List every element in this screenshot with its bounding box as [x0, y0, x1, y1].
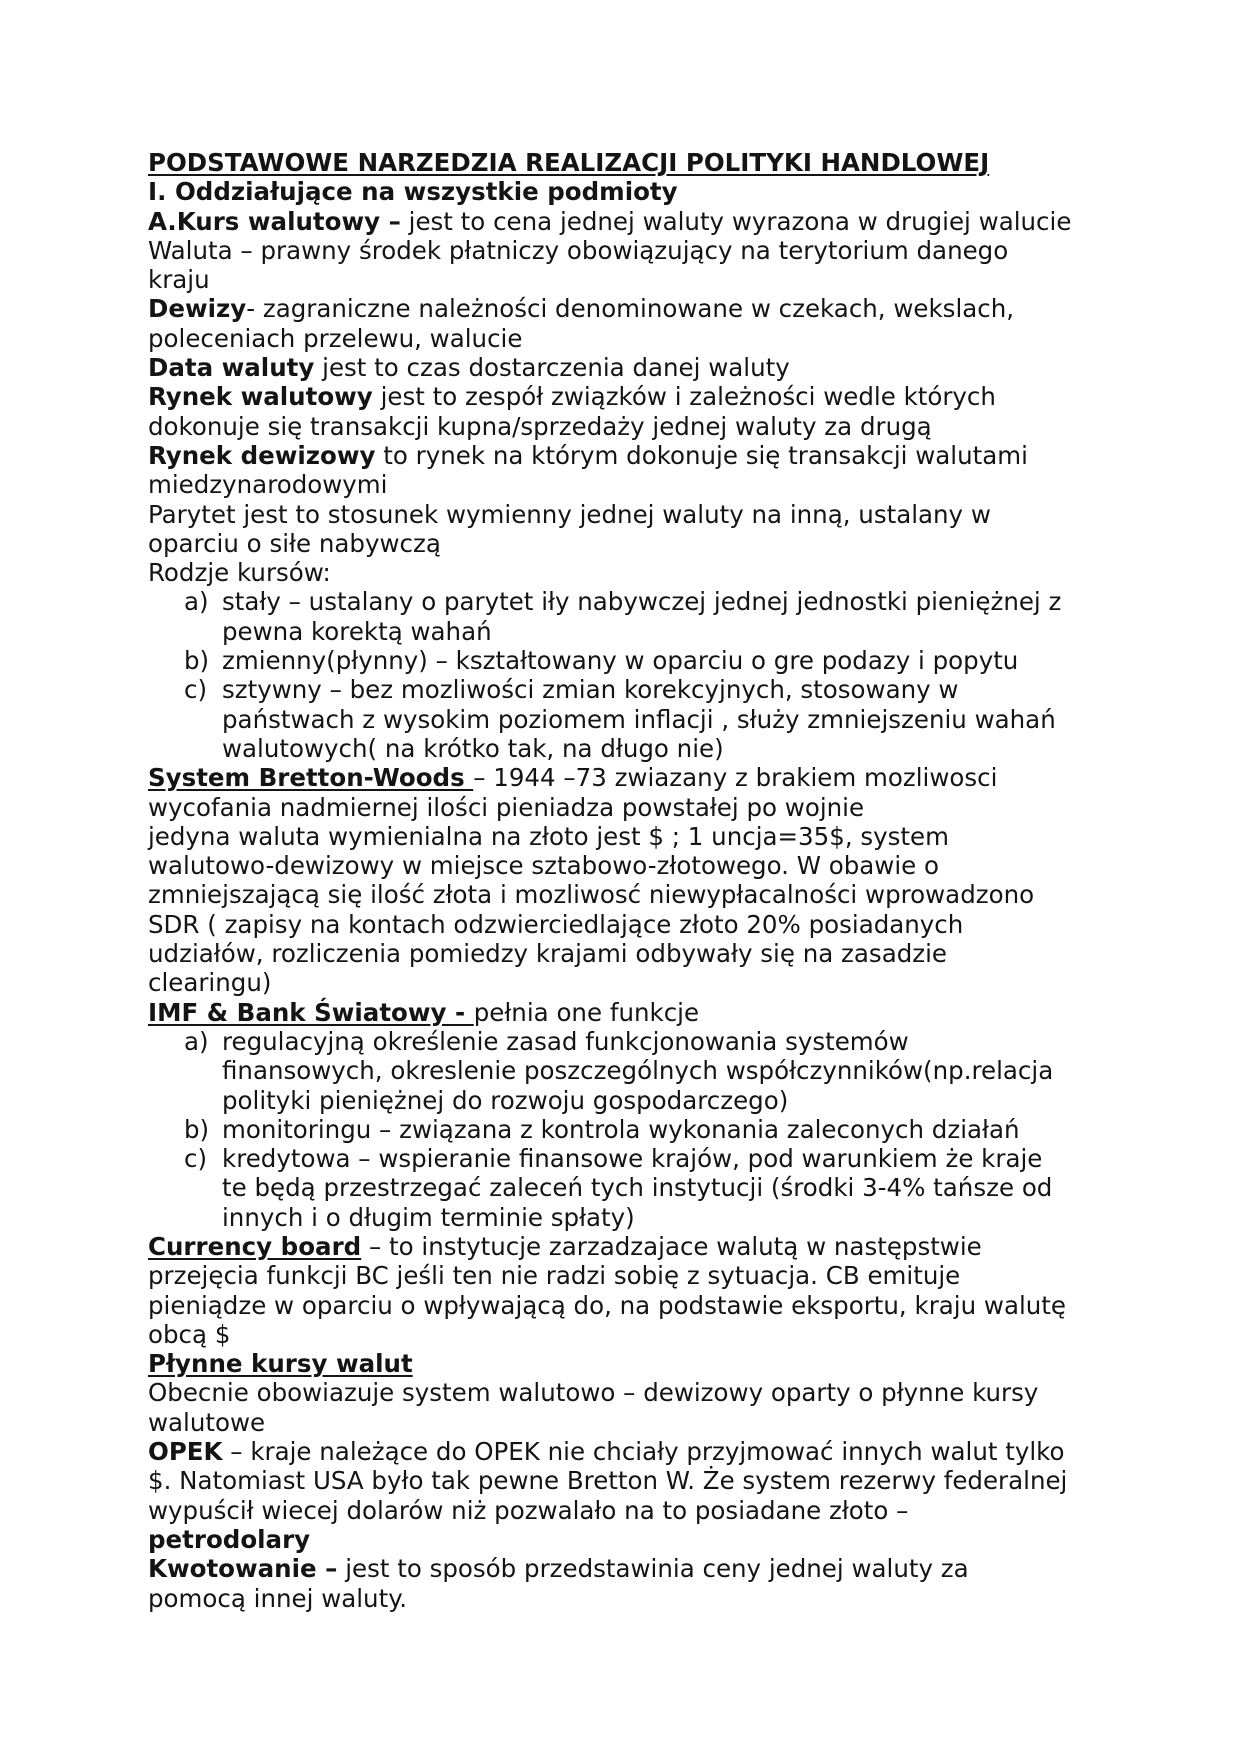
parytet-line: Parytet jest to stosunek wymienny jednej waluty na inną, ustalany w: [148, 499, 991, 529]
term: Dewizy: [148, 294, 247, 324]
currency-board-line-cont: pieniądze w oparciu o wpływającą do, na podstawie eksportu, kraju walutę: [148, 1290, 1066, 1320]
list-item: c) sztywny – bez mozliwości zmian korekcyjnych, stosowany w: [148, 675, 1108, 704]
bretton-line-cont: walutowo-dewizowy w miejsce sztabowo-złotowego. W obawie o: [148, 851, 939, 881]
opek-line-cont: wypuścił wiecej dolarów niż pozwalało na to posiadane złoto –: [148, 1495, 909, 1525]
petrodolary-term: petrodolary: [148, 1524, 311, 1554]
list-marker: c): [184, 1144, 208, 1174]
plynne-line: Obecnie obowiazuje system walutowo – dewizowy oparty o płynne kursy: [148, 1378, 1039, 1408]
list-item-cont: walutowych( na krótko tak, na długo nie): [222, 733, 724, 763]
kwotowanie-line-cont: pomocą innej waluty.: [148, 1583, 407, 1613]
page-title: PODSTAWOWE NARZEDZIA REALIZACJI POLITYKI HANDLOWEJ: [148, 148, 990, 177]
term: Rynek walutowy: [148, 382, 373, 412]
opek-line-cont: $. Natomiast USA było tak pewne Bretton W. Że system rezerwy federalnej: [148, 1466, 1068, 1496]
plynne-line: walutowe: [148, 1407, 266, 1437]
list-item-cont: państwach z wysokim poziomem inflacji , służy zmniejszeniu wahań: [222, 704, 1056, 734]
plynne-heading: Płynne kursy walut: [148, 1349, 413, 1379]
bretton-line-cont: SDR ( zapisy na kontach odzwierciedlające złoto 20% posiadanych: [148, 909, 964, 939]
term: IMF & Bank Światowy -: [148, 997, 474, 1027]
waluta-line-cont: kraju: [148, 265, 210, 295]
rynek-walutowy-line: Rynek walutowy jest to zespół związków i zależności wedle których: [148, 382, 996, 412]
term: Rynek dewizowy: [148, 440, 376, 470]
document-body: [148, 148, 1108, 1613]
list-item: b) zmienny(płynny) – kształtowany w oparciu o gre podazy i popytu: [148, 646, 1108, 675]
bretton-line: System Bretton-Woods – 1944 –73 zwiazany z brakiem mozliwosci: [148, 763, 998, 793]
term: Data waluty: [148, 353, 315, 383]
term: System Bretton-Woods: [148, 763, 474, 793]
term: OPEK: [148, 1437, 223, 1467]
rynek-dewizowy-line: Rynek dewizowy to rynek na którym dokonuje się transakcji walutami: [148, 440, 1028, 470]
bretton-line-cont: wycofania nadmiernej ilości pieniadza powstałej po wojnie: [148, 792, 865, 822]
list-item-cont: pewna korektą wahań: [222, 616, 492, 646]
bretton-line-cont: zmniejszającą się ilość złota i mozliwosć niewypłacalności wprowadzono: [148, 880, 1035, 910]
list-marker: b): [184, 1114, 210, 1144]
dewizy-line: Dewizy- zagraniczne należności denominowane w czekach, wekslach,: [148, 294, 1015, 324]
kwotowanie-line: Kwotowanie – jest to sposób przedstawinia ceny jednej waluty za: [148, 1554, 969, 1584]
term: A.Kurs walutowy –: [148, 206, 401, 236]
list-marker: a): [184, 587, 209, 617]
list-item-cont: finansowych, okreslenie poszczególnych współczynników(np.relacja: [222, 1056, 1054, 1086]
list-item-cont: te będą przestrzegać zaleceń tych instytucji (środki 3-4% tańsze od: [222, 1173, 1053, 1203]
list-item: a) stały – ustalany o parytet iły nabywczej jednej jednostki pieniężnej z: [148, 587, 1108, 616]
bretton-line-cont: clearingu): [148, 968, 272, 998]
list-marker: a): [184, 1026, 209, 1056]
dewizy-line-cont: poleceniach przelewu, walucie: [148, 323, 523, 353]
kurs-walutowy-line: A.Kurs walutowy – jest to cena jednej waluty wyrazona w drugiej walucie: [148, 206, 1072, 236]
rodzaje-heading: Rodzje kursów:: [148, 558, 331, 588]
list-marker: c): [184, 675, 208, 705]
list-item-cont: innych i o długim terminie spłaty): [222, 1202, 635, 1232]
section-heading: I. Oddziałujące na wszystkie podmioty: [148, 177, 678, 207]
rynek-dewizowy-line-cont: miedzynarodowymi: [148, 470, 388, 500]
imf-line: IMF & Bank Światowy - pełnia one funkcje: [148, 997, 700, 1027]
list-item: a) regulacyjną określenie zasad funkcjonowania systemów: [148, 1027, 1108, 1056]
parytet-line-cont: oparciu o siłe nabywczą: [148, 528, 441, 558]
waluta-line: Waluta – prawny środek płatniczy obowiązujący na terytorium danego: [148, 235, 1009, 265]
term: Kwotowanie –: [148, 1554, 338, 1584]
currency-board-line-cont: obcą $: [148, 1319, 231, 1349]
currency-board-line: Currency board – to instytucje zarzadzajace walutą w następstwie: [148, 1231, 982, 1261]
bretton-line-cont: udziałów, rozliczenia pomiedzy krajami odbywały się na zasadzie: [148, 939, 948, 969]
opek-line: OPEK – kraje należące do OPEK nie chciały przyjmować innych walut tylko: [148, 1437, 1065, 1467]
bretton-line-cont: jedyna waluta wymienialna na złoto jest $ ; 1 uncja=35$, system: [148, 821, 949, 851]
rynek-walutowy-line-cont: dokonuje się transakcji kupna/sprzedaży jednej waluty za drugą: [148, 411, 932, 441]
list-marker: b): [184, 646, 210, 676]
data-waluty-line: Data waluty jest to czas dostarczenia danej waluty: [148, 353, 790, 383]
list-item-cont: polityki pieniężnej do rozwoju gospodarczego): [222, 1085, 789, 1115]
currency-board-line-cont: przejęcia funkcji BC jeśli ten nie radzi sobię z sytuacja. CB emituje: [148, 1261, 961, 1291]
list-item: b) monitoringu – związana z kontrola wykonania zaleconych działań: [148, 1115, 1108, 1144]
term: Currency board: [148, 1231, 362, 1261]
list-item: c) kredytowa – wspieranie finansowe krajów, pod warunkiem że kraje: [148, 1144, 1108, 1173]
